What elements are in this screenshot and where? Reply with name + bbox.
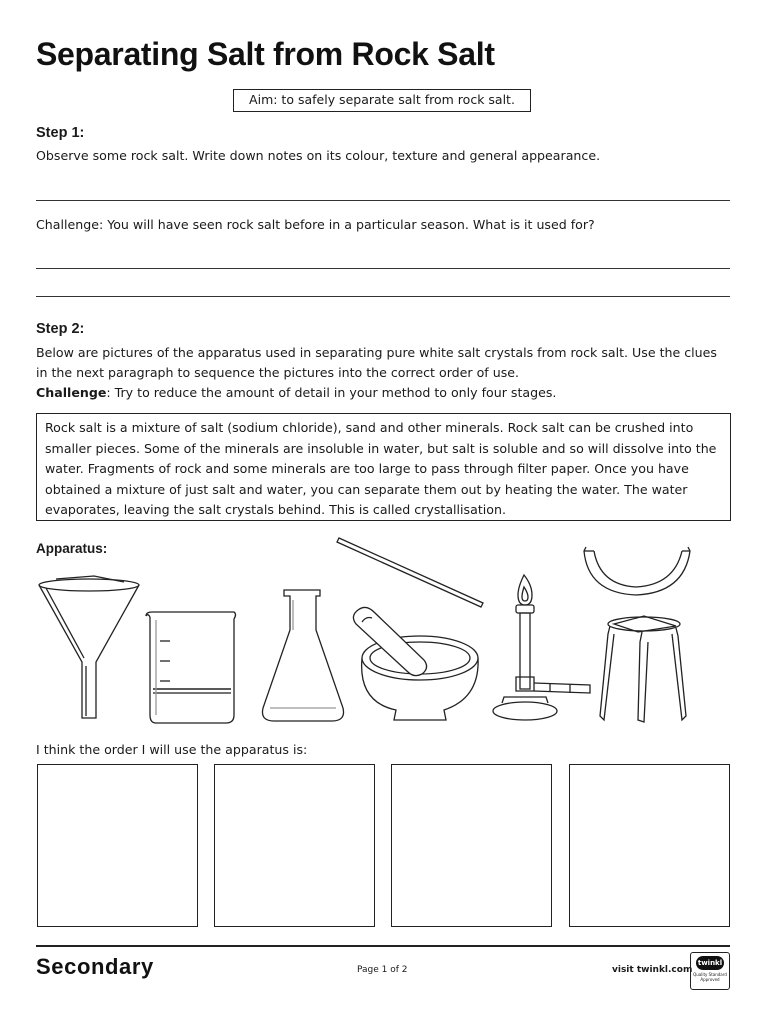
order-prompt: I think the order I will use the apparatus is:: [36, 742, 308, 757]
step2-challenge: [36, 383, 730, 403]
challenge-text: : Try to reduce the amount of detail in your method to only four stages.: [106, 385, 557, 400]
order-box-1[interactable]: [37, 764, 198, 927]
step1-challenge: Challenge: You will have seen rock salt before in a particular season. What is it used for?: [36, 217, 595, 232]
step2-heading: Step 2:: [36, 321, 85, 337]
pestle-and-mortar-icon: [350, 602, 484, 722]
step1-instruction: Observe some rock salt. Write down notes on its colour, texture and general appearance.: [36, 148, 601, 163]
beaker-icon: [144, 611, 238, 725]
badge-caption: Quality Standard Approved: [693, 972, 727, 982]
evaporating-basin-icon: [580, 545, 694, 599]
tripod-icon: [598, 612, 690, 724]
answer-line[interactable]: [36, 268, 730, 269]
bunsen-burner-icon: [490, 573, 592, 725]
answer-line[interactable]: [36, 296, 730, 297]
filter-funnel-icon: [36, 576, 142, 722]
aim-box: Aim: to safely separate salt from rock salt.: [233, 89, 531, 112]
quality-badge-icon: [690, 952, 730, 990]
answer-line[interactable]: [36, 200, 730, 201]
step2-instruction: Below are pictures of the apparatus used in separating pure white salt crystals from rock salt. Use the clues in the next paragraph to sequence the pictures into the correct order of use.: [36, 345, 717, 380]
clue-paragraph-box: Rock salt is a mixture of salt (sodium chloride), sand and other minerals. Rock salt can be crushed into smaller pieces. Some of the minerals are insoluble in water, but salt is soluble and so will dissolve into the water. Fragments of rock and some minerals are too large to pass through filter paper. Once you have obtained a mixture of just salt and water, you can separate them out by heating the water. The water evaporates, leaving the salt crystals behind. This is called crystallisation.: [36, 413, 731, 521]
visit-link[interactable]: visit twinkl.com: [612, 965, 693, 975]
step1-heading: Step 1:: [36, 125, 85, 141]
page-number: Page 1 of 2: [357, 965, 408, 975]
footer-brand: Secondary: [36, 954, 154, 979]
stirring-rod-icon: [337, 535, 487, 609]
twinkl-logo: twinkl: [696, 956, 724, 970]
order-box-4[interactable]: [569, 764, 730, 927]
order-box-2[interactable]: [214, 764, 375, 927]
footer-divider: [36, 945, 730, 947]
page-title: Separating Salt from Rock Salt: [36, 36, 495, 72]
challenge-label: Challenge: [36, 385, 107, 400]
order-box-3[interactable]: [391, 764, 552, 927]
conical-flask-icon: [260, 588, 346, 724]
apparatus-heading: Apparatus:: [36, 541, 108, 556]
